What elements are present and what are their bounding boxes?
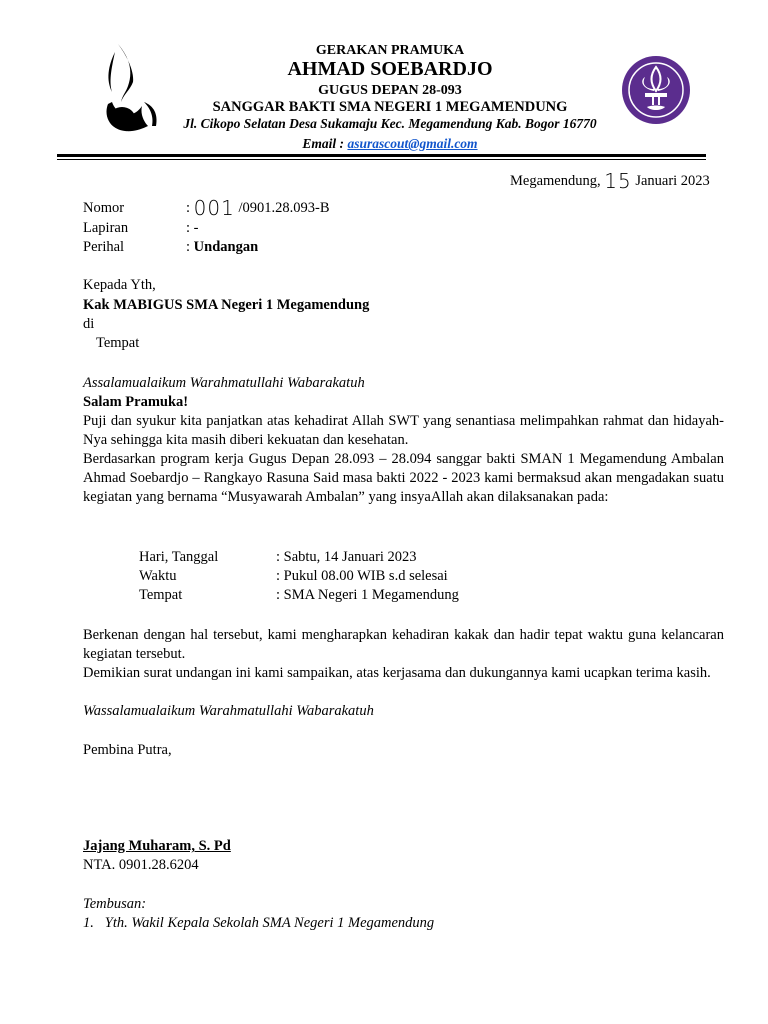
detail-label: Waktu (139, 568, 177, 584)
recipient-salutation: Kepada Yth, (83, 277, 156, 293)
lapiran-value: : - (186, 220, 199, 236)
signature-name: Jajang Muharam, S. Pd (83, 838, 231, 854)
lapiran-label: Lapiran (83, 220, 129, 236)
detail-value: : SMA Negeri 1 Megamendung (276, 587, 459, 603)
gugus-line: GUGUS DEPAN 28-093 (318, 83, 462, 98)
org-line: GERAKAN PRAMUKA (315, 43, 465, 58)
detail-label: Hari, Tanggal (139, 549, 219, 565)
paragraph-2: Berdasarkan program kerja Gugus Depan 28.093 – 28.094 sanggar bakti SMAN 1 Megamendung Ambalan Ahmad Soebardjo – Rangkayo Rasuna Said masa bakti 2022 - 2023 kami bermaksud akan mengadakan suatu kegiatan yang bernama “Musyawarah Ambalan” yang insyaAllah akan dilaksanakan pada: (83, 451, 724, 505)
email-line (170, 136, 610, 152)
nomor-label: Nomor (83, 200, 125, 216)
detail-row-time (139, 567, 448, 586)
signature-nta: NTA. 0901.28.6204 (83, 857, 199, 873)
sanggar-line: SANGGAR BAKTI SMA NEGERI 1 MEGAMENDUNG (212, 99, 568, 115)
detail-row-date (139, 548, 417, 567)
paragraph-3: Berkenan dengan hal tersebut, kami mengharapkan kehadiran kakak dan hadir tepat waktu guna kelancaran kegiatan tersebut. (83, 627, 724, 662)
nomor-handwritten: 001 (193, 196, 235, 220)
date-day-handwritten: 15 (604, 169, 632, 193)
recipient-tempat: Tempat (96, 335, 140, 351)
paragraph-1: Puji dan syukur kita panjatkan atas kehadirat Allah SWT yang senantiasa melimpahkan rahmat dan hidayah-Nya sehingga kita masih diberi kekuatan dan kesehatan. (83, 413, 724, 448)
closing-greeting: Wassalamualaikum Warahmatullahi Wabarakatuh (83, 703, 374, 719)
recipient-di: di (83, 316, 95, 332)
perihal-colon: : (186, 239, 194, 255)
address-line: Jl. Cikopo Selatan Desa Sukamaju Kec. Megamendung Kab. Bogor 16770 (183, 116, 597, 131)
meta-nomor (83, 196, 330, 220)
nomor-colon: : (186, 200, 194, 216)
date-month-year: Januari 2023 (631, 173, 710, 189)
meta-perihal (83, 238, 258, 257)
perihal-label: Perihal (83, 239, 125, 255)
detail-row-place (139, 586, 459, 605)
tembusan-item: 1. Yth. Wakil Kepala Sekolah SMA Negeri 1 Megamendung (83, 915, 435, 931)
date-line (510, 169, 710, 193)
perihal-value: Undangan (193, 239, 259, 255)
meta-lapiran (83, 219, 198, 238)
tembusan-title: Tembusan: (83, 896, 147, 912)
date-place: Megamendung, (510, 173, 605, 189)
detail-value: : Pukul 08.00 WIB s.d selesai (276, 568, 448, 584)
scout-fleur-de-lis-emblem (621, 55, 691, 125)
email-label: Email : (302, 136, 348, 151)
org-name: AHMAD SOEBARDJO (287, 58, 493, 80)
header-rule-thin (57, 159, 706, 160)
header-rule-thick (57, 154, 706, 157)
paragraph-4: Demikian surat undangan ini kami sampaikan, atas kerjasama dan dukungannya kami ucapkan terima kasih. (83, 665, 711, 681)
email-link[interactable]: asurascout@gmail.com (347, 136, 478, 151)
nomor-suffix: /0901.28.093-B (234, 200, 330, 216)
signature-role: Pembina Putra, (83, 742, 172, 758)
opening-greeting: Assalamualaikum Warahmatullahi Wabarakatuh (83, 375, 365, 391)
detail-value: : Sabtu, 14 Januari 2023 (276, 549, 417, 565)
salam-pramuka: Salam Pramuka! (83, 394, 189, 410)
detail-label: Tempat (139, 587, 183, 603)
recipient-name: Kak MABIGUS SMA Negeri 1 Megamendung (83, 297, 370, 313)
